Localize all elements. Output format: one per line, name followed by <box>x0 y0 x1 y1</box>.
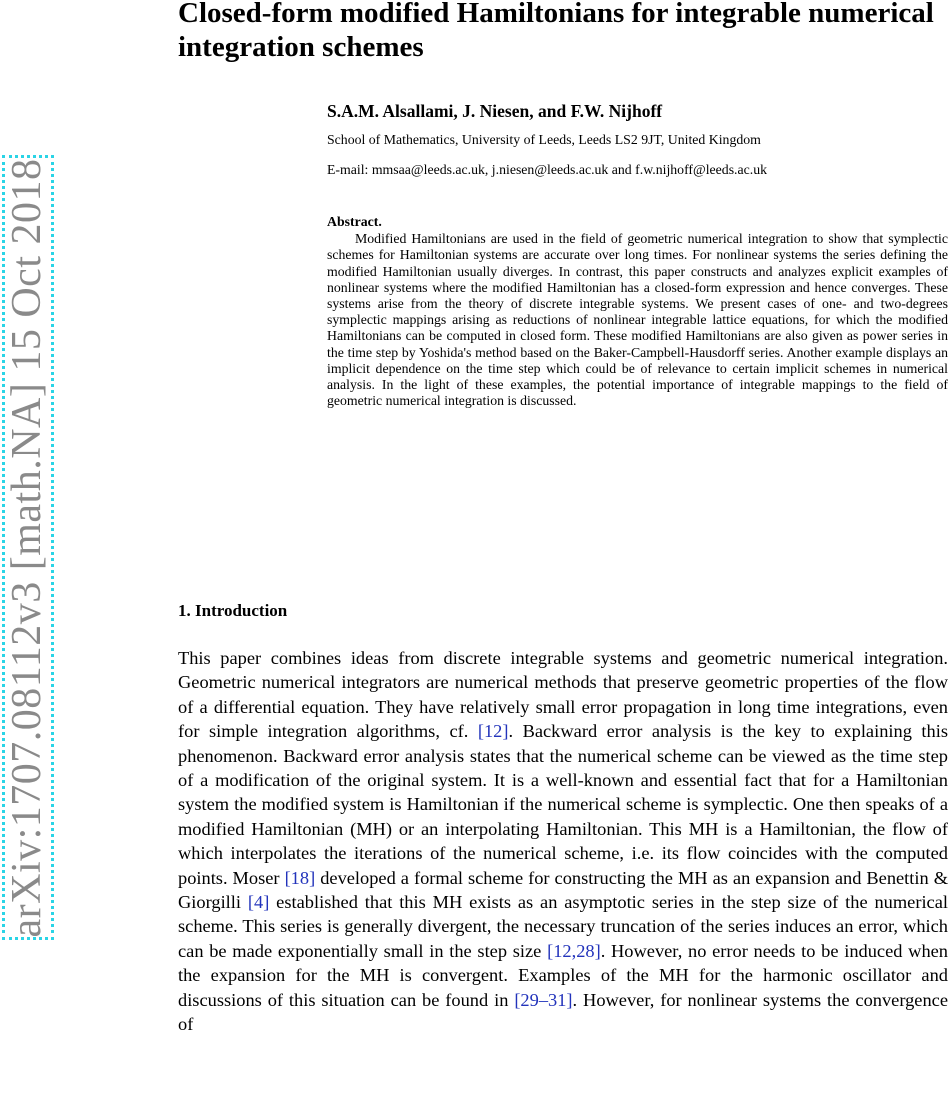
email-line: E-mail: mmsaa@leeds.ac.uk, j.niesen@leeds.ac.uk and f.w.nijhoff@leeds.ac.uk <box>327 162 768 177</box>
abstract-text: Modified Hamiltonians are used in the field of geometric numerical integration to show that symplectic schemes for Hamiltonian systems are accurate over long times. For nonlinear systems the series defining the modified Hamiltonian usually diverges. In contrast, this paper constructs and analyzes explicit examples of nonlinear systems where the modified Hamiltonian has a closed-form expression and hence converges. These systems arise from the theory of discrete integrable systems. We present cases of one- and two-degrees symplectic mappings arising as reductions of nonlinear integrable lattice equations, for which the modified Hamiltonians can be computed in closed form. These modified Hamiltonians are also given as power series in the time step by Yoshida's method based on the Baker-Campbell-Hausdorff series. Another example displays an implicit dependence on the time step which could be of relevance to certain implicit schemes in numerical analysis. In the light of these examples, the potential importance of integrable mappings to the field of geometric numerical integration is discussed. <box>327 231 948 409</box>
intro-text: . However, no error needs to be induced when the expansion for the MH is convergent. Examples of the MH for the harmonic oscillator and discussions of this situation can be found in <box>178 940 949 1010</box>
intro-text: developed a formal scheme for constructing the MH as an expansion and Benettin & Giorgilli <box>178 867 949 913</box>
citation-link[interactable]: 28] <box>576 940 601 961</box>
affiliation: School of Mathematics, University of Leeds, Leeds LS2 9JT, United Kingdom <box>327 132 761 147</box>
arxiv-identifier: arXiv:1707.08112v3 [math.NA] 15 Oct 2018 <box>4 158 50 938</box>
authors: S.A.M. Alsallami, J. Niesen, and F.W. Nijhoff <box>327 101 663 121</box>
intro-text: This paper combines ideas from discrete integrable systems and geometric numerical integration. Geometric numerical integrators are numerical methods that preserve geometric properties of the flow of a differential equation. They have relatively small error propagation in long time integrations, even for simple integration algorithms, cf. <box>178 648 948 742</box>
abstract <box>327 214 948 409</box>
citation-link[interactable]: [4] <box>247 892 270 913</box>
intro-text: . Backward error analysis is the key to explaining this phenomenon. Backward error analysis states that the numerical scheme can be viewed as the time step of a modification of the original system. It is a well-known and essential fact that for a Hamiltonian system the modified system is Hamiltonian if the numerical scheme is symplectic. One then speaks of a modified Hamiltonian (MH) or an interpolating Hamiltonian. This MH is a Hamiltonian, the flow of which interpolates the iterations of the numerical scheme, i.e. its flow coincides with the computed points. Moser <box>178 721 948 888</box>
introduction-paragraph <box>178 646 948 1037</box>
intro-text: established that this MH exists as an asymptotic series in the step size of the numerical scheme. This series is generally divergent, the necessary truncation of the series induces an error, which can be made exponentially small in the step size <box>178 892 948 961</box>
abstract-heading: Abstract. <box>327 214 382 229</box>
citation-link[interactable]: [29–31] <box>514 989 573 1010</box>
citation-link[interactable]: [12] <box>477 721 509 742</box>
section-heading-introduction: 1. Introduction <box>178 601 288 620</box>
intro-text: . However, for nonlinear systems the convergence of <box>178 989 948 1035</box>
citation-link[interactable]: [12, <box>547 940 577 961</box>
paper-title: Closed-form modified Hamiltonians for integrable numerical integration schemes <box>178 0 934 63</box>
citation-link[interactable]: [18] <box>284 867 316 888</box>
